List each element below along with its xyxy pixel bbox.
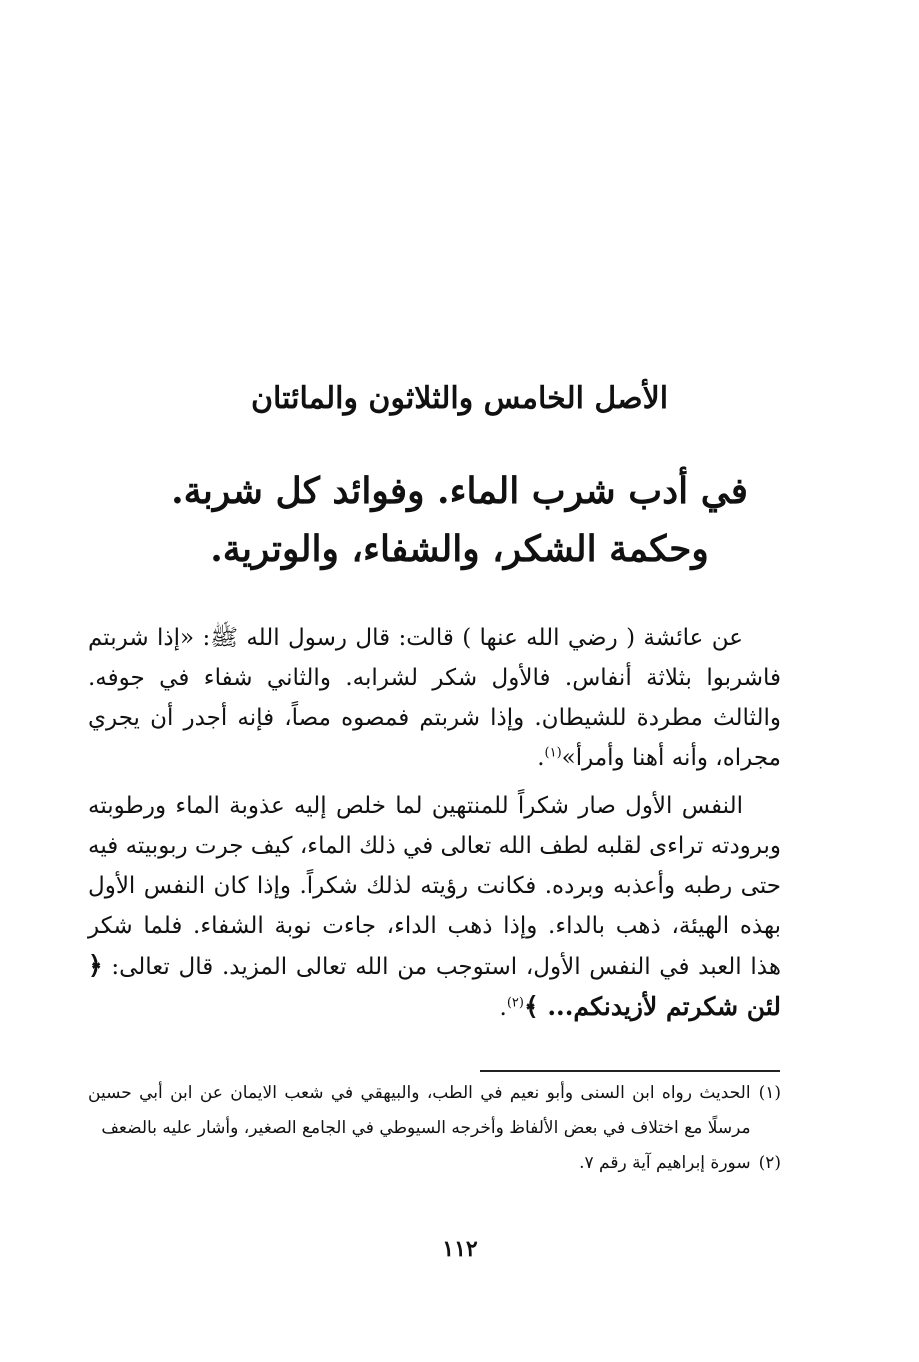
paragraph-commentary-text: النفس الأول صار شكراً للمنتهين لما خلص إليه عذوبة الماء ورطوبته وبرودته تراءى لقلبه لطف الله تعالى في ذلك الماء، كيف جرت ربوبيته فيه حتى رطبه وأعذبه وبرده. فكانت رؤيته لذلك شكراً. وإذا كان النفس الأول بهذه الهيئة، ذهب بالداء. وإذا ذهب الداء، جاءت نوبة الشفاء. فلما شكر هذا العبد في النفس الأول، استوجب من الله تعالى المزيد. قال تعالى: (88, 793, 781, 980)
footnotes (88, 1076, 781, 1181)
footnote-ref-2: (٢) (506, 995, 524, 1011)
footnote-marker: (١) (758, 1083, 781, 1103)
footnote-1 (88, 1076, 781, 1146)
page-number: ١١٢ (442, 1236, 478, 1262)
quran-verse: ﴿ لئن شكرتم لأزيدنكم... ﴾ (88, 951, 781, 1021)
paragraph-commentary-end: . (499, 995, 507, 1021)
subject-title-line-1: في أدب شرب الماء. وفوائد كل شربة. (171, 470, 748, 512)
footnote-2 (88, 1146, 781, 1181)
footnote-marker: (٢) (758, 1153, 781, 1173)
footnote-text: سورة إبراهيم آية رقم ٧. (579, 1153, 751, 1173)
chapter-title: الأصل الخامس والثلاثون والمائتان (250, 381, 669, 416)
footnote-text: الحديث رواه ابن السنى وأبو نعيم في الطب، والبيهقي في شعب الايمان عن ابن أبي حسين مرسلًا مع اختلاف في بعض الألفاظ وأخرجه السيوطي في الجامع الصغير، وأشار عليه بالضعف (88, 1083, 751, 1138)
footnote-divider (480, 1070, 780, 1072)
footnote-ref-1: (١) (544, 745, 562, 761)
paragraph-hadith: عن عائشة ( رضي الله عنها ) قالت: قال رسول الله ﷺ: «إذا شربتم فاشربوا بثلاثة أنفاس. فالأول شكر لشرابه. والثاني شفاء في جوفه. والثالث مطردة للشيطان. وإذا شربتم فمصوه مصاً، فإنه أجدر أن يجري مجراه، وأنه أهنا وأمرأ»$^{(١)}$. (88, 625, 781, 771)
subject-title-line-2: وحكمة الشكر، والشفاء، والوترية. (210, 528, 709, 570)
paragraph-commentary (88, 786, 781, 1028)
paragraph-hadith-text: عن عائشة ( رضي الله عنها ) قالت: قال رسول الله ﷺ: «إذا شربتم فاشربوا بثلاثة أنفاس. فالأول شكر لشرابه. والثاني شفاء في جوفه. والثالث مطردة للشيطان. وإذا شربتم فمصوه مصاً، فإنه أجدر أن يجري مجراه، وأنه أهنا وأمرأ» (88, 625, 781, 771)
body-text (88, 618, 781, 1036)
subject-title (120, 462, 799, 578)
